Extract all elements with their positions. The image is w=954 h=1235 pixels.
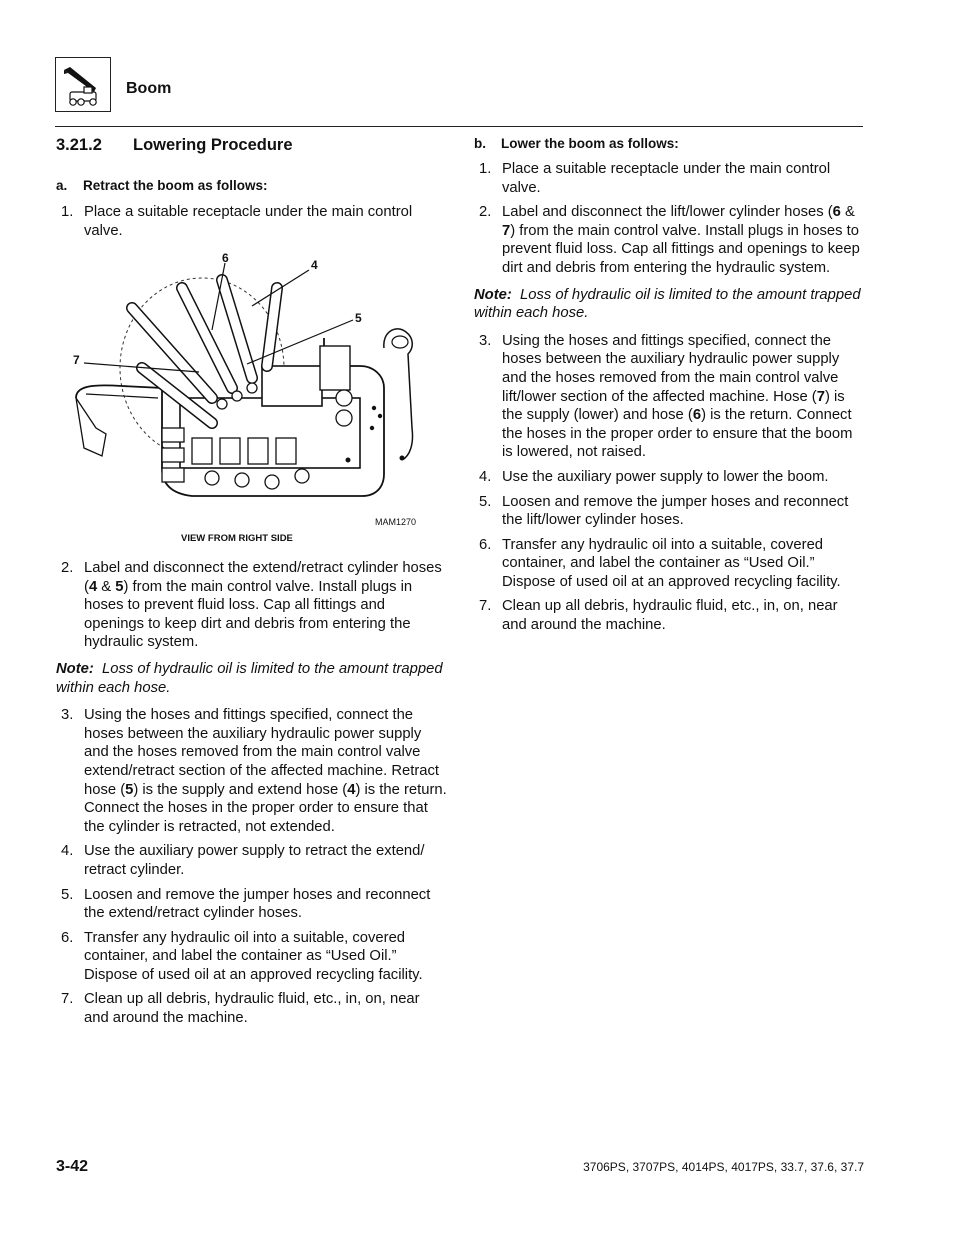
- retract-steps-b: [56, 559, 448, 652]
- figure-caption: VIEW FROM RIGHT SIDE: [181, 533, 293, 544]
- retract-steps-a: [56, 203, 448, 240]
- list-item: 2. Label and disconnect the extend/retract cylinder hoses (4 & 5) from the main control valve. Install plugs in hoses to prevent fluid loss. Cap all fittings and openings to keep dirt and debris from entering the hydraulic system.: [61, 560, 442, 651]
- list-item: 1. Place a suitable receptacle under the main control valve.: [61, 204, 413, 239]
- figure-id: MAM1270: [375, 517, 417, 527]
- note-left: Note: Loss of hydraulic oil is limited to the amount trapped within each hose.: [56, 660, 443, 696]
- list-item: 4. Use the auxiliary power supply to retract the extend/ retract cylinder.: [61, 843, 425, 878]
- callout-5: 5: [355, 311, 362, 325]
- lower-steps-b: [474, 332, 864, 635]
- list-item: 4. Use the auxiliary power supply to lower the boom.: [479, 468, 829, 485]
- list-item: 3. Using the hoses and fittings specified, connect the hoses between the auxiliary hydraulic power supply and the hoses removed from the main control valve extend/retract section of the affected machine. Retract hose (5) is the supply and extend hose (4) is the return. Connect the hoses in the proper order to ensure that the cylinder is retracted, not extended.: [61, 707, 447, 835]
- callout-4: 4: [311, 258, 318, 272]
- callout-6: 6: [222, 251, 229, 265]
- boom-section-icon: [55, 57, 111, 112]
- right-column: [474, 136, 864, 635]
- left-column: [56, 136, 448, 240]
- subheading-lower: b. Lower the boom as follows:: [474, 136, 679, 151]
- left-column-continued: [56, 559, 448, 1028]
- page-number: 3-42: [56, 1158, 89, 1175]
- heading-number: 3.21.2: [56, 136, 102, 154]
- list-item: 6. Transfer any hydraulic oil into a suitable, covered container, and label the container as “Used Oil.” Dispose of used oil at an approved recycling facility.: [61, 929, 423, 983]
- list-item: 2. Label and disconnect the lift/lower cylinder hoses (6 & 7) from the main control valve. Install plugs in hoses to prevent fluid loss. Cap all fittings and openings to keep dirt and debris from entering the hydraulic system.: [479, 204, 860, 276]
- list-item: 6. Transfer any hydraulic oil into a suitable, covered container, and label the container as “Used Oil.” Dispose of used oil at an approved recycling facility.: [479, 536, 841, 590]
- list-item: 1. Place a suitable receptacle under the main control valve.: [479, 161, 831, 196]
- header-divider: [55, 126, 863, 127]
- heading-title: Lowering Procedure: [133, 136, 293, 154]
- model-list: 3706PS, 3707PS, 4014PS, 4017PS, 33.7, 37.6, 37.7: [583, 1160, 864, 1174]
- section-heading: [56, 136, 448, 155]
- list-item: 7. Clean up all debris, hydraulic fluid, etc., in, on, near and around the machine.: [61, 991, 420, 1027]
- callout-7: 7: [73, 353, 80, 367]
- list-item: 5. Loosen and remove the jumper hoses and reconnect the lift/lower cylinder hoses.: [479, 493, 849, 529]
- section-label: Boom: [126, 80, 172, 97]
- list-item: 7. Clean up all debris, hydraulic fluid, etc., in, on, near and around the machine.: [479, 598, 838, 634]
- subheading-retract: a. Retract the boom as follows:: [56, 178, 268, 193]
- control-valve-illustration: [62, 248, 432, 548]
- control-valve-figure: [62, 248, 432, 548]
- lower-steps-a: [474, 160, 864, 278]
- list-item: 5. Loosen and remove the jumper hoses and reconnect the extend/retract cylinder hoses.: [61, 886, 431, 922]
- retract-steps-c: [56, 706, 448, 1028]
- note-right: Note: Loss of hydraulic oil is limited to the amount trapped within each hose.: [474, 286, 861, 322]
- list-item: 3. Using the hoses and fittings specified, connect the hoses between the auxiliary hydraulic power supply and the hoses removed from the main control valve lift/lower section of the affected machine. Hose (7) is the supply (lower) and hose (6) is the return. Connect the hoses in the proper order to ensure that the boom is lowered, not raised.: [479, 332, 853, 461]
